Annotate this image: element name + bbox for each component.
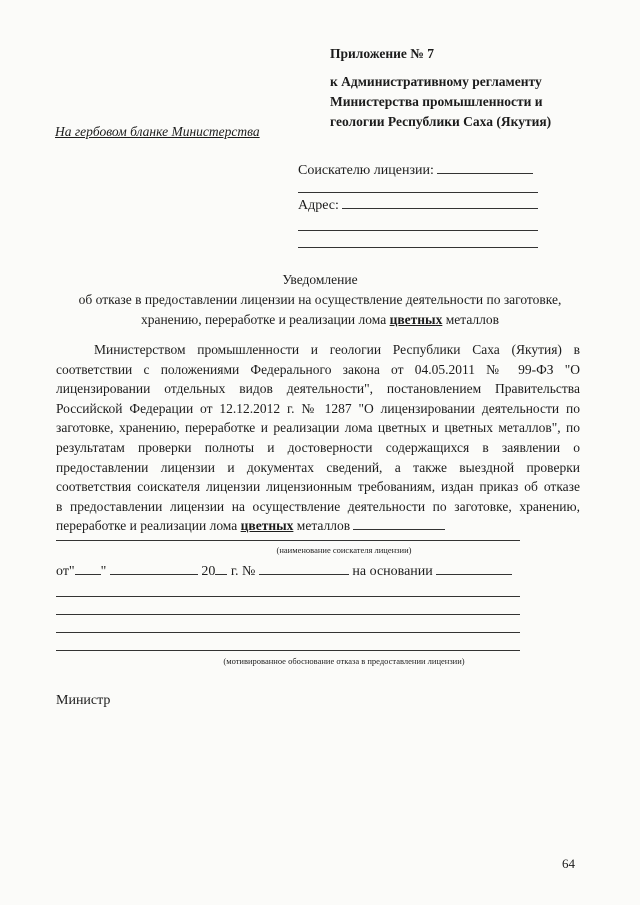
appendix-line: геологии Республики Саха (Якутия) (330, 114, 552, 129)
notice-title-block (40, 270, 600, 330)
notice-title: Уведомление (282, 272, 358, 287)
address-blank-line-2 (298, 230, 538, 231)
body-line: Российской Федерации от 12.12.2012 г. № 1287 "О лицензировании деятельности по (56, 400, 580, 416)
reason-line (56, 596, 520, 597)
address-label: Адрес: (298, 198, 339, 213)
body-line: предоставлении лицензии и документах сведений, а также выездной проверки (56, 459, 580, 475)
basis-label: на основании (352, 564, 433, 579)
body-line: соответствия соискателя лицензии лицензионным требованиям, издан приказ об отказе (56, 479, 580, 495)
appendix-line: Министерства промышленности и (330, 94, 543, 109)
body-line: лицензировании отдельных видов деятельности", постановлением Правительства (56, 381, 580, 397)
reason-caption: (мотивированное обоснование отказа в предоставлении лицензии) (223, 656, 465, 666)
order-date-line: от" " 20 г. № на основании (56, 564, 512, 580)
body-line: в предоставлении лицензии на осуществление деятельности по заготовке, хранению, (56, 498, 580, 514)
applicant-blank-line-2 (298, 192, 538, 193)
notice-body (56, 340, 580, 536)
applicant-blank-line (437, 173, 533, 174)
applicant-name-caption: (наименование соискателя лицензии) (276, 545, 412, 555)
emphasis-word: цветных (240, 518, 294, 534)
body-line: заготовке, хранению, переработке и реализации лома цветных и цветных металлов", по (56, 420, 580, 436)
body-blank-line (353, 529, 445, 530)
applicant-name-line (56, 540, 520, 541)
emphasis-word: цветных (389, 312, 443, 327)
appendix-header (330, 44, 630, 132)
body-line: Министерством промышленности и геологии Республики Саха (Якутия) в (94, 342, 580, 357)
reason-line (56, 614, 520, 615)
appendix-line: к Административному регламенту (330, 74, 542, 89)
reason-line (56, 632, 520, 633)
body-line-last: переработке и реализации лома цветных металлов (56, 516, 580, 536)
page-number: 64 (562, 856, 575, 871)
appendix-number: Приложение № 7 (330, 46, 434, 61)
applicant-label: Соискателю лицензии: (298, 163, 434, 178)
letterhead-note: На гербовом бланке Министерства (55, 124, 260, 139)
address-blank-line (342, 208, 538, 209)
address-blank-line-3 (298, 247, 538, 248)
reason-line (56, 650, 520, 651)
applicant-row (298, 163, 533, 179)
notice-subtitle-line-2: хранению, переработке и реализации лома цветных металлов (140, 312, 500, 327)
body-line: результатам проверки полноты и достоверности содержащихся в заявлении о (56, 439, 580, 455)
notice-subtitle-line-1: об отказе в предоставлении лицензии на осуществление деятельности по заготовке, (78, 292, 562, 307)
address-row (298, 198, 538, 214)
body-line: соответствии с положениями Федерального закона от 04.05.2011 № 99-ФЗ "О (56, 361, 580, 377)
minister-label: Министр (56, 693, 111, 708)
